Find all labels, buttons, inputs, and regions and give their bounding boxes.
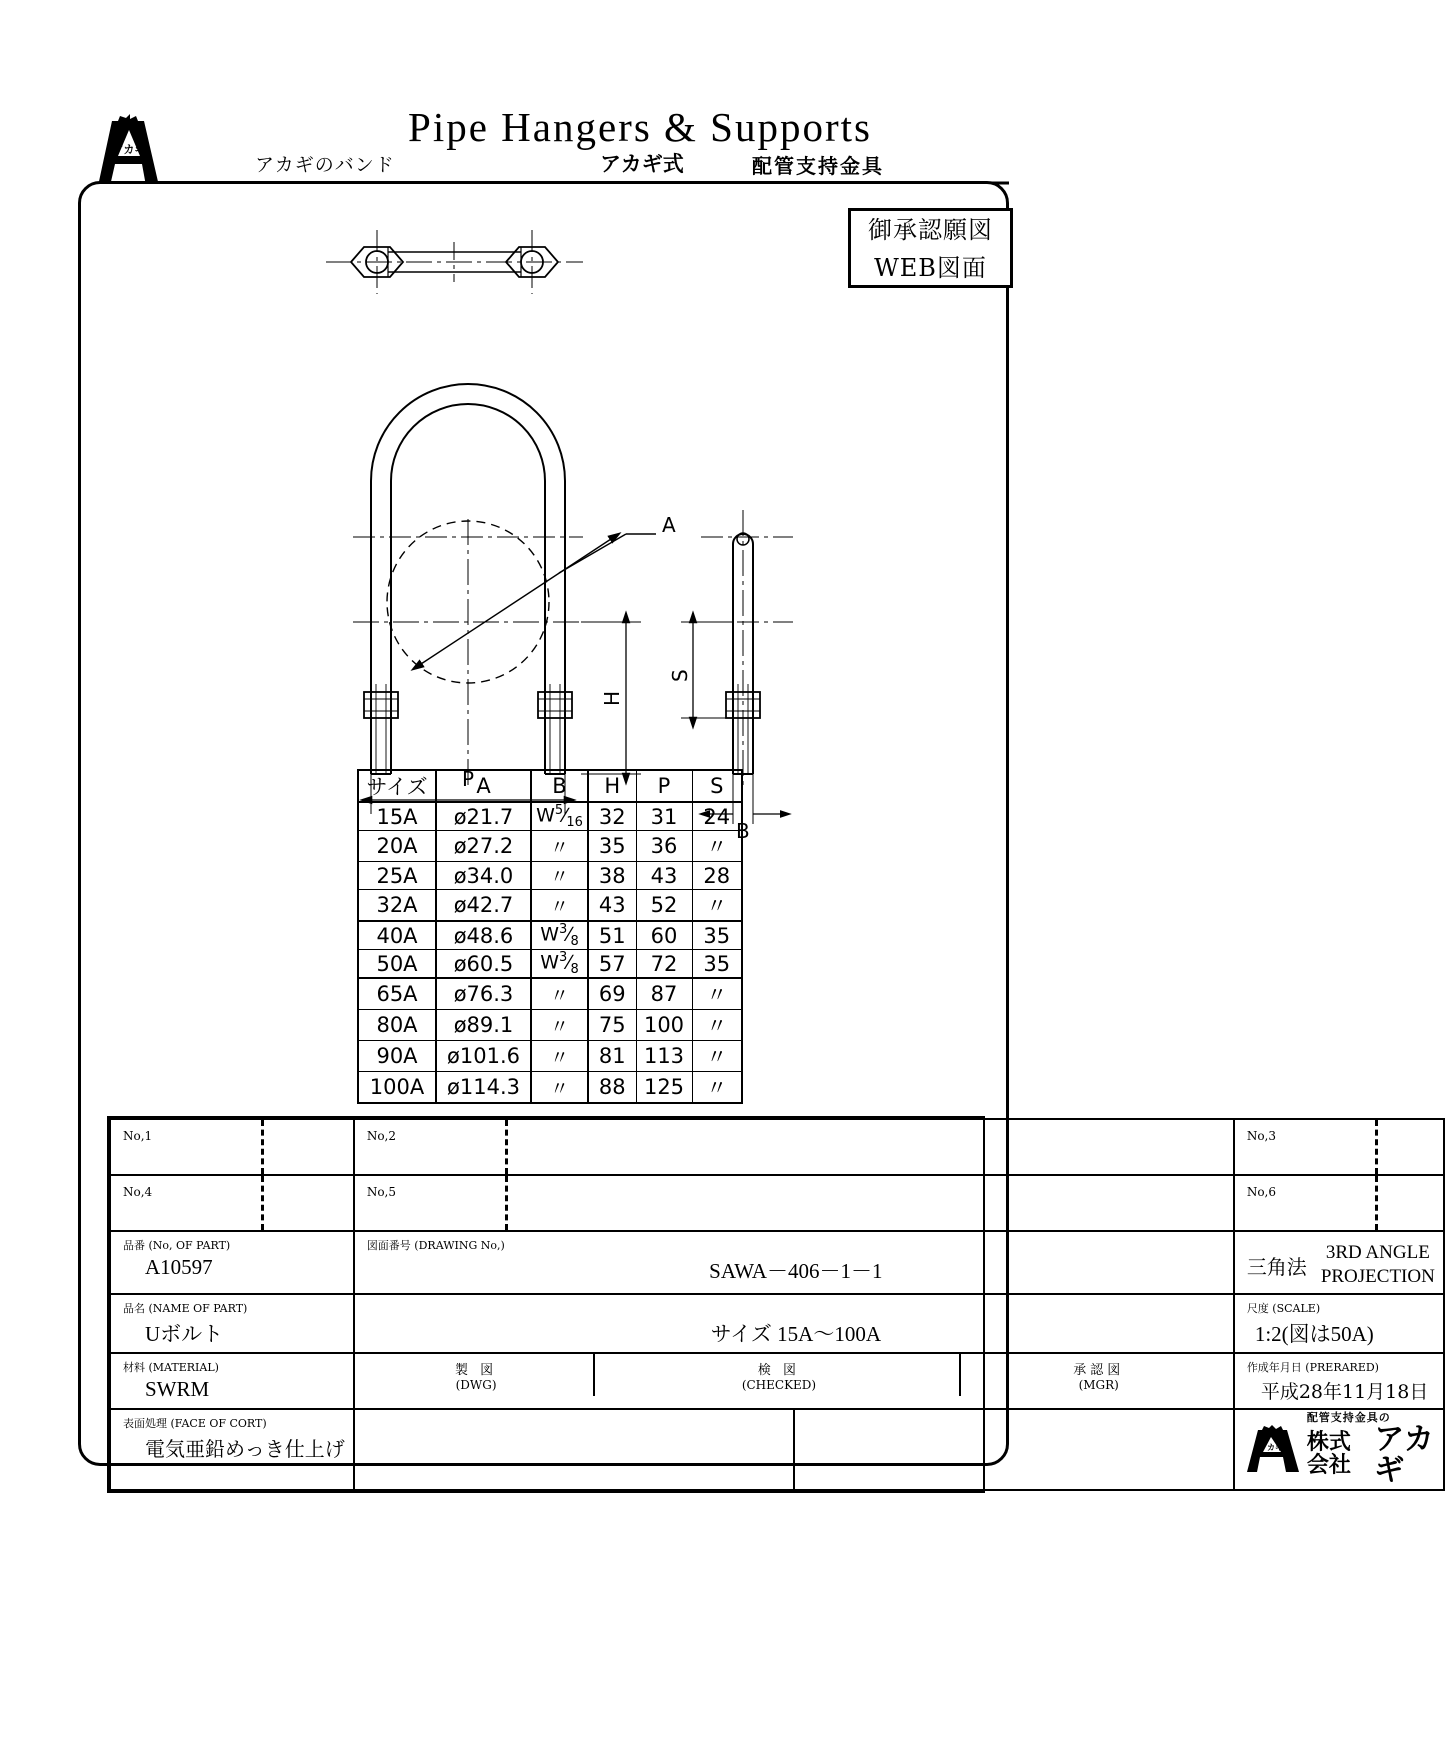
dim-label-s: S [668,669,692,682]
spec-table-row [358,1010,742,1041]
note-label-6: No,6 [1246,1185,1276,1199]
projection-en-1: 3RD ANGLE [1325,1242,1430,1263]
spec-cell-a: ø76.3 [436,978,531,1010]
drawing-no-cell [354,1231,1234,1294]
spec-table [357,769,743,1104]
spec-col-header-1: A [436,770,531,802]
spec-table-row [358,802,742,831]
material-value: SWRM [145,1377,210,1401]
spec-cell-size: 65A [358,978,436,1010]
projection-jp: 三角法 [1246,1254,1307,1279]
spec-col-header-0: サイズ [358,770,436,802]
drawing-frame [78,181,1435,1489]
title-block-notes-row-1 [110,1119,1444,1175]
spec-cell-h: 38 [588,862,636,890]
spec-cell-s: 35 [692,950,742,979]
sig-mgr-cell[interactable] [960,1354,1233,1396]
title-block-notes-row-2 [110,1175,1444,1231]
spec-cell-b: 〃 [531,1010,588,1041]
spec-cell-size: 80A [358,1010,436,1041]
title-block [107,1116,1435,1493]
scale-caption: 尺度 (SCALE) [1246,1302,1321,1315]
blank-cell-2 [794,1409,1234,1490]
spec-cell-size: 50A [358,950,436,979]
spec-table-row [358,1072,742,1104]
title-block-row-partname [110,1294,1444,1353]
note-label-1: No,1 [123,1129,153,1143]
spec-cell-a: ø89.1 [436,1010,531,1041]
spec-cell-p: 36 [636,831,692,862]
note-label-2: No,2 [366,1129,396,1143]
prepared-caption: 作成年月日 (PRERARED) [1246,1361,1379,1374]
approval-line-1: 御承認願図 [868,216,993,244]
size-range-cell [354,1294,1234,1353]
sig-checked-title: 検 図 [757,1363,801,1378]
note-cell-5 [354,1175,1234,1231]
header-brand-label: アカギ式 [600,152,684,176]
note-cell-4 [110,1175,354,1231]
title-block-row-facecoat [110,1409,1444,1490]
part-name-cell [110,1294,354,1353]
spec-cell-h: 35 [588,831,636,862]
spec-cell-a: ø34.0 [436,862,531,890]
spec-cell-p: 72 [636,950,692,979]
material-cell [110,1353,354,1409]
material-caption: 材料 (MATERIAL) [123,1361,219,1374]
spec-cell-p: 87 [636,978,692,1010]
company-cell [1234,1409,1444,1490]
spec-cell-size: 20A [358,831,436,862]
spec-cell-h: 69 [588,978,636,1010]
spec-cell-s: 〃 [692,890,742,922]
spec-col-header-4: P [636,770,692,802]
svg-text:アカギ: アカギ [1258,1443,1283,1453]
header-rule [0,95,1241,190]
page-title: Pipe Hangers & Supports [408,104,872,150]
signatures-cell [354,1353,1234,1409]
spec-table-row [358,890,742,922]
spec-cell-p: 100 [636,1010,692,1041]
spec-cell-size: 100A [358,1072,436,1104]
spec-cell-s: 28 [692,862,742,890]
drawing-no-caption: 図面番号 (DRAWING No,) [366,1239,505,1252]
projection-en-2: PROJECTION [1320,1266,1435,1287]
spec-cell-s: 〃 [692,1072,742,1104]
face-coat-value: 電気亜鉛めっき仕上げ [145,1437,345,1461]
dim-label-b: B [736,819,750,843]
spec-cell-s: 〃 [692,1041,742,1072]
spec-cell-a: ø21.7 [436,802,531,831]
face-coat-caption: 表面処理 (FACE OF CORT) [123,1417,267,1430]
dim-label-h: H [600,690,624,706]
spec-cell-size: 25A [358,862,436,890]
top-plan-view [326,230,583,294]
approval-line-2: WEB図面 [874,254,987,282]
spec-cell-b: $W^3⁄_8$ [531,921,588,950]
spec-cell-a: ø42.7 [436,890,531,922]
sig-dwg-title: 製 図 [455,1363,498,1378]
sig-checked-cell[interactable] [594,1354,959,1396]
akagi-a-logo-icon [1245,1423,1301,1475]
blank-cell-1 [354,1409,794,1490]
spec-cell-a: ø27.2 [436,831,531,862]
front-elevation-view [353,384,656,814]
spec-table-row [358,978,742,1010]
spec-cell-a: ø48.6 [436,921,531,950]
spec-cell-b: $W^3⁄_8$ [531,950,588,979]
spec-cell-b: 〃 [531,1072,588,1104]
company-brand: アカギ [1374,1421,1434,1489]
spec-col-header-3: H [588,770,636,802]
header-subtitle-left: アカギのバンド [255,154,395,176]
title-block-row-material [110,1353,1444,1409]
spec-cell-h: 51 [588,921,636,950]
spec-cell-s: 〃 [692,831,742,862]
spec-cell-size: 32A [358,890,436,922]
spec-table-row [358,1041,742,1072]
page-header [0,95,1241,190]
spec-cell-s: 〃 [692,1010,742,1041]
note-cell-6 [1234,1175,1444,1231]
signatures-table [355,1354,1233,1396]
note-cell-3 [1234,1119,1444,1175]
note-label-3: No,3 [1246,1129,1276,1143]
spec-cell-h: 32 [588,802,636,831]
spec-cell-b: 〃 [531,831,588,862]
face-coat-cell [110,1409,354,1490]
spec-cell-b: 〃 [531,862,588,890]
prepared-cell [1234,1353,1444,1409]
spec-cell-b: 〃 [531,978,588,1010]
prepared-value: 平成28年11月18日 [1260,1381,1429,1403]
projection-cell [1234,1231,1444,1294]
spec-cell-s: 35 [692,921,742,950]
dim-label-a: A [662,513,676,537]
drawing-no-value: SAWA－406－1－1 [709,1259,883,1283]
spec-cell-a: ø60.5 [436,950,531,979]
spec-cell-b: 〃 [531,890,588,922]
part-no-caption: 品番 (No, OF PART) [123,1239,231,1252]
spec-cell-b: 〃 [531,1041,588,1072]
company-tagline: 配管支持金具の [1306,1411,1391,1424]
svg-text:アカギ: アカギ [112,143,146,156]
spec-table-container [357,769,743,1104]
spec-cell-h: 81 [588,1041,636,1072]
scale-cell [1234,1294,1444,1353]
note-label-4: No,4 [123,1185,153,1199]
spec-cell-p: 125 [636,1072,692,1104]
spec-cell-h: 88 [588,1072,636,1104]
part-name-value: Uボルト [145,1322,224,1346]
note-label-5: No,5 [366,1185,396,1199]
spec-col-header-5: S [692,770,742,802]
header-subtitle-right: 配管支持金具 [752,154,884,178]
spec-table-row [358,950,742,979]
spec-cell-size: 40A [358,921,436,950]
spec-col-header-2: B [531,770,588,802]
title-block-row-partno [110,1231,1444,1294]
sig-dwg-cell[interactable] [355,1354,595,1396]
sig-dwg-sub: (DWG) [455,1378,497,1392]
spec-cell-p: 31 [636,802,692,831]
spec-cell-b: $W^5⁄_{16}$ [531,802,588,831]
part-no-value: A10597 [145,1255,213,1279]
spec-cell-h: 75 [588,1010,636,1041]
spec-cell-size: 90A [358,1041,436,1072]
company-kabushiki: 株式会社 [1306,1429,1351,1478]
spec-table-row [358,862,742,890]
spec-table-header-row [358,770,742,802]
spec-cell-p: 52 [636,890,692,922]
spec-cell-s: 24 [692,802,742,831]
spec-cell-h: 43 [588,890,636,922]
spec-cell-p: 113 [636,1041,692,1072]
spec-cell-p: 43 [636,862,692,890]
dim-label-p: P [462,767,475,791]
spec-cell-p: 60 [636,921,692,950]
spec-cell-a: ø114.3 [436,1072,531,1104]
sig-mgr-sub: (MGR) [1078,1378,1119,1392]
spec-cell-a: ø101.6 [436,1041,531,1072]
spec-cell-h: 57 [588,950,636,979]
spec-table-row [358,921,742,950]
sig-checked-sub: (CHECKED) [741,1378,817,1392]
part-name-caption: 品名 (NAME OF PART) [123,1302,248,1315]
note-cell-1 [110,1119,354,1175]
spec-table-row [358,831,742,862]
spec-cell-size: 15A [358,802,436,831]
size-range-value: サイズ 15A〜100A [710,1322,882,1346]
note-cell-2 [354,1119,1234,1175]
part-no-cell [110,1231,354,1294]
spec-cell-s: 〃 [692,978,742,1010]
scale-value: 1:2(図は50A) [1254,1322,1374,1346]
sig-mgr-title: 承認図 [1073,1363,1125,1378]
